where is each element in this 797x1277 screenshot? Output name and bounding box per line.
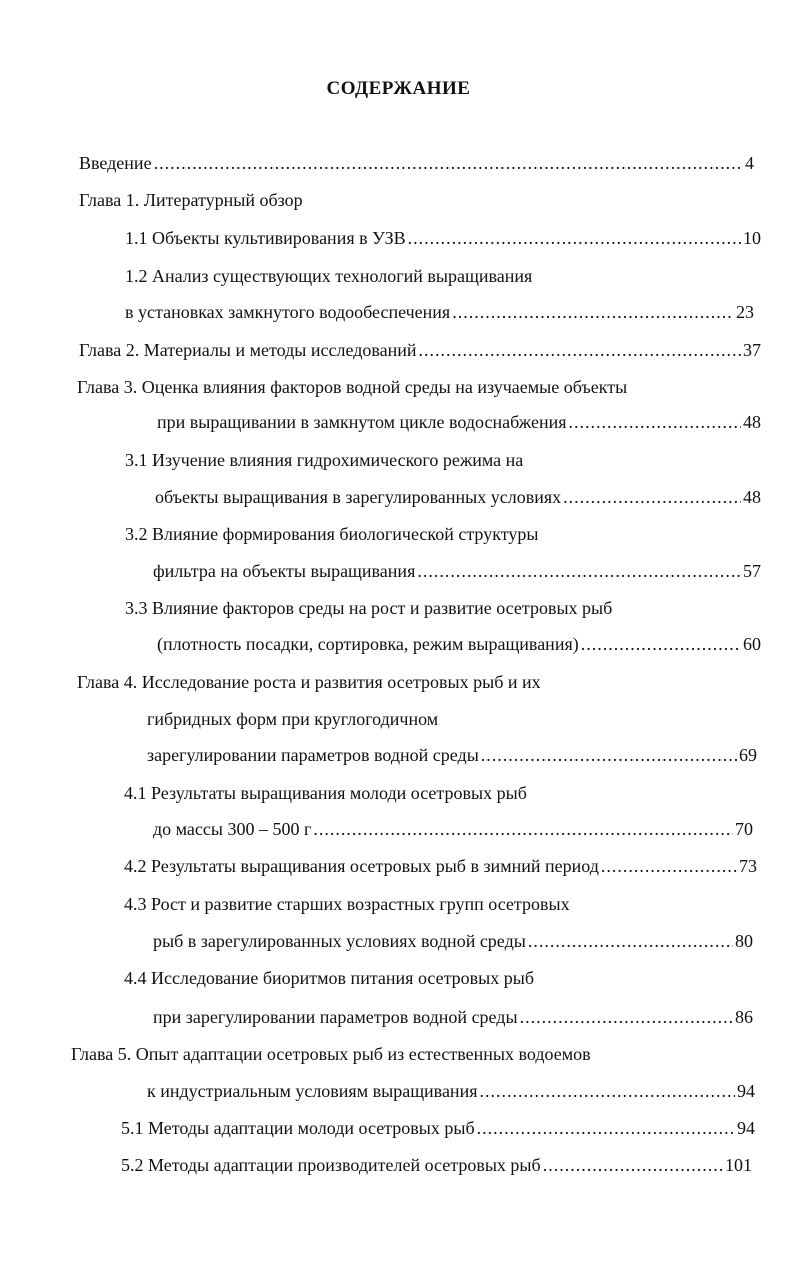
page-number: 23 bbox=[736, 302, 754, 322]
entry-text: зарегулировании параметров водной среды bbox=[147, 745, 479, 765]
dot-leader bbox=[543, 1154, 723, 1176]
page-number: 10 bbox=[743, 228, 761, 248]
toc-entry-5-1 bbox=[121, 1117, 755, 1139]
page-number: 94 bbox=[737, 1081, 755, 1101]
dot-leader bbox=[154, 152, 743, 174]
toc-entry-1-1 bbox=[125, 227, 761, 249]
entry-text: объекты выращивания в зарегулированных условиях bbox=[155, 487, 562, 507]
toc-entry-5-2 bbox=[121, 1154, 752, 1176]
entry-text: при выращивании в замкнутом цикле водоснабжения bbox=[157, 412, 567, 432]
toc-chapter-5-line1: Глава 5. Опыт адаптации осетровых рыб из естественных водоемов bbox=[71, 1044, 591, 1064]
page-number: 80 bbox=[735, 931, 753, 951]
entry-text: 4.2 Результаты выращивания осетровых рыб в зимний период bbox=[124, 856, 599, 876]
page-number: 70 bbox=[735, 819, 753, 839]
page-number: 86 bbox=[735, 1007, 753, 1027]
toc-chapter-4-line1: Глава 4. Исследование роста и развития осетровых рыб и их bbox=[77, 672, 541, 692]
dot-leader bbox=[477, 1117, 735, 1139]
toc-entry-4-4 bbox=[153, 1006, 753, 1028]
dot-leader bbox=[479, 1080, 735, 1102]
page-number: 69 bbox=[739, 745, 757, 765]
toc-entry-4-1 bbox=[153, 818, 753, 840]
dot-leader bbox=[520, 1006, 733, 1028]
entry-text: фильтра на объекты выращивания bbox=[153, 561, 416, 581]
dot-leader bbox=[481, 744, 737, 766]
toc-entry-chapter-3 bbox=[157, 411, 761, 433]
entry-text: в установках замкнутого водообеспечения bbox=[125, 302, 451, 322]
toc-entry-chapter-4 bbox=[147, 744, 757, 766]
toc-entry-introduction bbox=[79, 152, 754, 174]
toc-entry-4-3-line1: 4.3 Рост и развитие старших возрастных групп осетровых bbox=[124, 894, 570, 914]
dot-leader bbox=[417, 560, 741, 582]
entry-text: до массы 300 – 500 г bbox=[153, 819, 312, 839]
page-number: 57 bbox=[743, 561, 761, 581]
toc-entry-3-1-line1: 3.1 Изучение влияния гидрохимического режима на bbox=[125, 450, 524, 470]
page-number: 94 bbox=[737, 1118, 755, 1138]
entry-text: 1.1 Объекты культивирования в УЗВ bbox=[125, 228, 406, 248]
toc-entry-3-3 bbox=[157, 633, 761, 655]
dot-leader bbox=[601, 855, 737, 877]
toc-entry-3-1 bbox=[155, 486, 761, 508]
toc-entry-chapter-5 bbox=[147, 1080, 755, 1102]
toc-chapter-3-line1: Глава 3. Оценка влияния факторов водной среды на изучаемые объекты bbox=[77, 377, 628, 397]
toc-entry-3-2-line1: 3.2 Влияние формирования биологической структуры bbox=[125, 524, 539, 544]
toc-chapter-1-heading: Глава 1. Литературный обзор bbox=[79, 190, 303, 210]
page-number: 60 bbox=[743, 634, 761, 654]
toc-entry-1-2-line1: 1.2 Анализ существующих технологий выращивания bbox=[125, 266, 533, 286]
toc-entry-chapter-2 bbox=[79, 339, 761, 361]
dot-leader bbox=[408, 227, 741, 249]
entry-text: к индустриальным условиям выращивания bbox=[147, 1081, 478, 1101]
entry-text: (плотность посадки, сортировка, режим выращивания) bbox=[157, 634, 579, 654]
toc-entry-4-3 bbox=[153, 930, 753, 952]
entry-text: Введение bbox=[79, 153, 152, 173]
toc-entry-3-3-line1: 3.3 Влияние факторов среды на рост и развитие осетровых рыб bbox=[125, 598, 613, 618]
dot-leader bbox=[528, 930, 733, 952]
page-number: 48 bbox=[743, 487, 761, 507]
page-number: 37 bbox=[743, 340, 761, 360]
toc-entry-4-4-line1: 4.4 Исследование биоритмов питания осетровых рыб bbox=[124, 968, 535, 988]
page-number: 73 bbox=[739, 856, 757, 876]
toc-entry-3-2 bbox=[153, 560, 761, 582]
dot-leader bbox=[452, 301, 734, 323]
dot-leader bbox=[419, 339, 741, 361]
dot-leader bbox=[313, 818, 733, 840]
page-number: 4 bbox=[745, 153, 754, 173]
entry-text: 5.2 Методы адаптации производителей осетровых рыб bbox=[121, 1155, 541, 1175]
dot-leader bbox=[563, 486, 741, 508]
page-title: СОДЕРЖАНИЕ bbox=[326, 78, 471, 99]
dot-leader bbox=[581, 633, 741, 655]
entry-text: рыб в зарегулированных условиях водной среды bbox=[153, 931, 526, 951]
toc-chapter-4-line2: гибридных форм при круглогодичном bbox=[147, 709, 439, 729]
entry-text: при зарегулировании параметров водной среды bbox=[153, 1007, 518, 1027]
toc-entry-1-2 bbox=[125, 301, 754, 323]
dot-leader bbox=[569, 411, 741, 433]
page-number: 48 bbox=[743, 412, 761, 432]
page-number: 101 bbox=[725, 1155, 752, 1175]
toc-entry-4-1-line1: 4.1 Результаты выращивания молоди осетровых рыб bbox=[124, 783, 527, 803]
entry-text: 5.1 Методы адаптации молоди осетровых рыб bbox=[121, 1118, 475, 1138]
entry-text: Глава 2. Материалы и методы исследований bbox=[79, 340, 417, 360]
toc-entry-4-2 bbox=[124, 855, 757, 877]
